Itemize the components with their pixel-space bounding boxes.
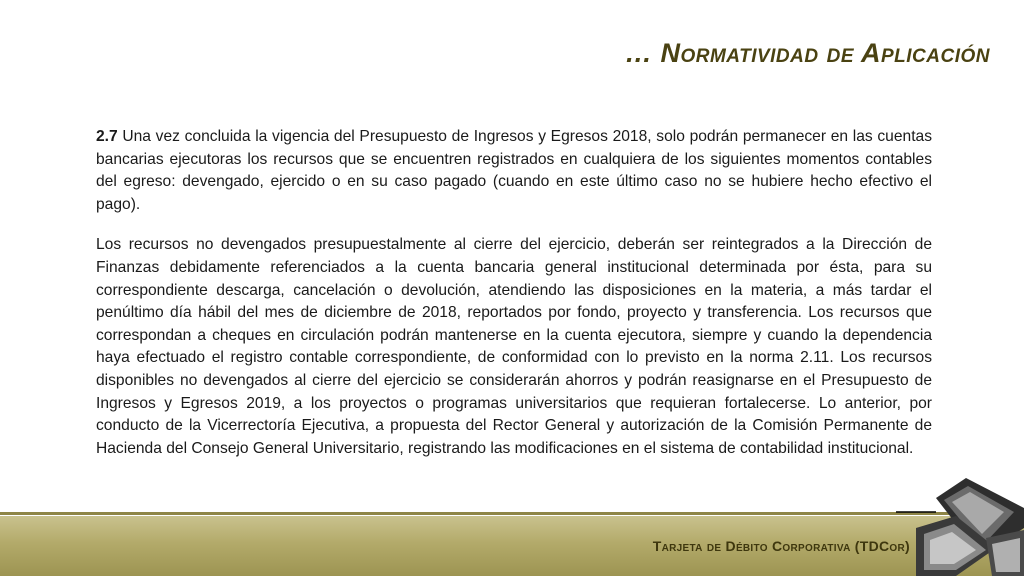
paragraph-text: Una vez concluida la vigencia del Presupuesto de Ingresos y Egresos 2018, solo podrán permanecer en las cuentas bancarias ejecutoras los recursos que se encuentren registrados en cualquiera de los siguientes momentos contables del egreso: devengado, ejercido o en su caso pagado (cuando en este último caso no se hubiere hecho efectivo el pago). — [96, 128, 932, 213]
card-collage-decoration — [896, 468, 1024, 576]
paragraph-text: Los recursos no devengados presupuestalmente al cierre del ejercicio, deberán ser reintegrados a la Dirección de Finanzas debidamente referenciados a la cuenta bancaria general institucional determinada por ésta, para su correspondiente descarga, cancelación o devolución, atendiendo las disposiciones en la materia, a más tardar el penúltimo día hábil del mes de diciembre de 2018, reportados por fondo, proyecto y transferencia. Los recursos que correspondan a cheques en circulación podrán mantenerse en la cuenta ejecutora, siempre y cuando la dependencia haya efectuado el registro contable correspondiente, de conformidad con lo previsto en la norma 2.11. Los recursos disponibles no devengados al cierre del ejercicio se considerarán ahorros y podrán reasignarse en el Presupuesto de Ingresos y Egresos 2019, a los proyectos o programas universitarios que requieran fortalecerse. Lo anterior, por conducto de la Vicerrectoría Ejecutiva, a propuesta del Rector General y autorización de la Comisión Permanente de Hacienda del Consejo General Universitario, registrando las modificaciones en el sistema de contabilidad institucional. — [96, 236, 932, 457]
paragraph-2-7 — [96, 126, 932, 216]
footer-divider — [0, 512, 1024, 515]
slide-title: … Normatividad de Aplicación — [624, 38, 990, 68]
slide-body — [96, 126, 932, 460]
clause-number: 2.7 — [96, 128, 118, 145]
footer-title: Tarjeta de Débito Corporativa (TDCor) — [652, 538, 910, 554]
